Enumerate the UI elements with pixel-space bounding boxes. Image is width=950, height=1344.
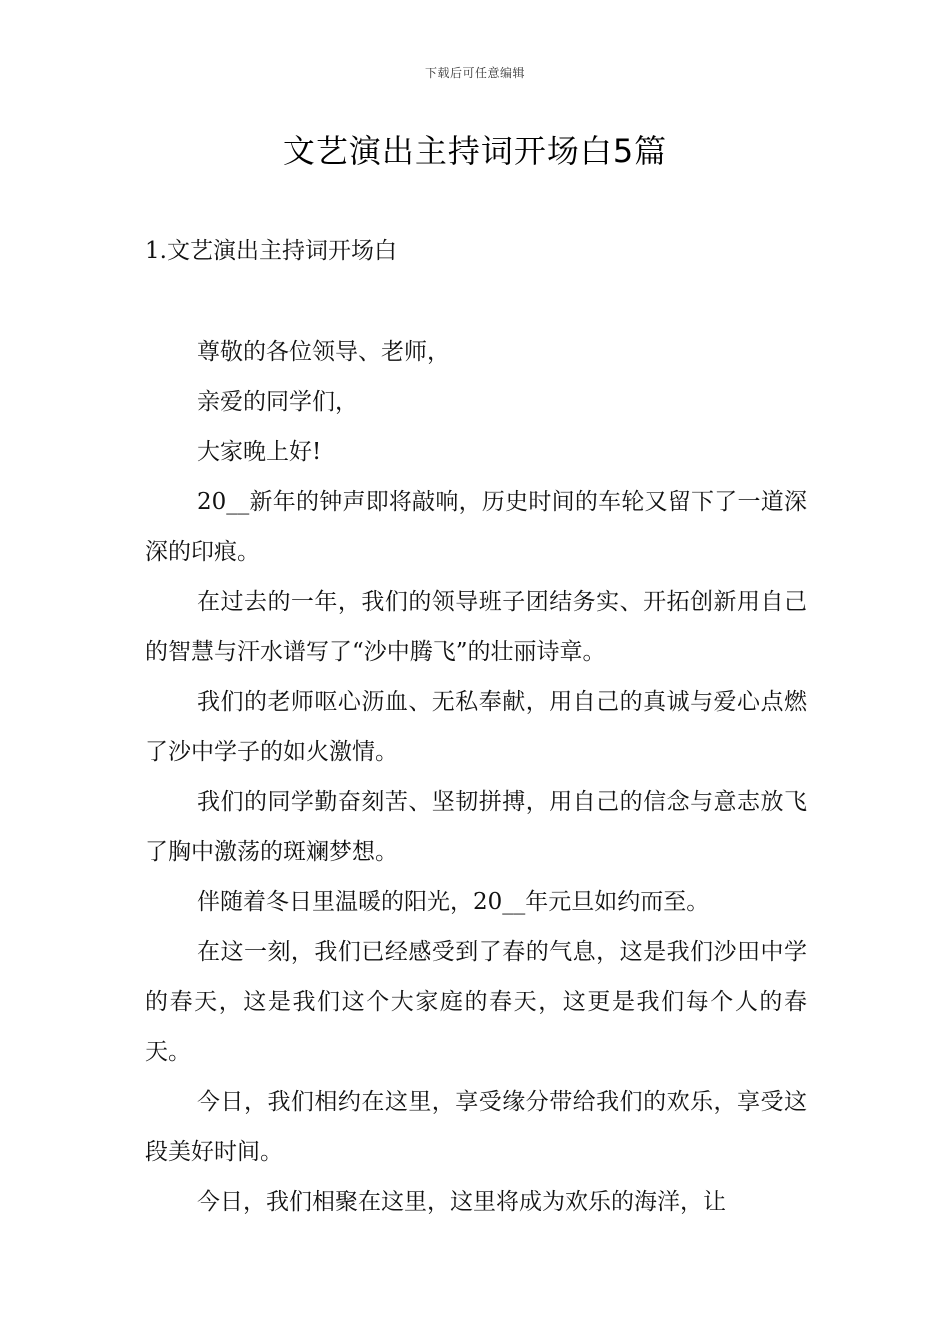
paragraph: 在过去的一年，我们的领导班子团结务实、开拓创新用自己的智慧与汗水谱写了“沙中腾飞”的壮丽诗章。: [145, 589, 807, 665]
section-heading: 1.文艺演出主持词开场白: [145, 238, 397, 264]
paragraph: 20__新年的钟声即将敲响，历史时间的车轮又留下了一道深深的印痕。: [145, 489, 807, 565]
paragraph-greeting-leaders: 尊敬的各位领导、老师，: [197, 339, 450, 365]
paragraph: 我们的同学勤奋刻苦、坚韧拼搏，用自己的信念与意志放飞了胸中激荡的斑斓梦想。: [145, 789, 807, 865]
paragraph: 在这一刻，我们已经感受到了春的气息，这是我们沙田中学的春天，这是我们这个大家庭的春天，这更是我们每个人的春天。: [145, 939, 807, 1065]
paragraph-greeting-evening: 大家晚上好!: [197, 439, 322, 465]
paragraph: 伴随着冬日里温暖的阳光，20__年元旦如约而至。: [197, 889, 710, 915]
paragraph: 今日，我们相聚在这里，这里将成为欢乐的海洋，让: [197, 1189, 726, 1215]
paragraph: 今日，我们相约在这里，享受缘分带给我们的欢乐，享受这段美好时间。: [145, 1089, 807, 1165]
paragraph-greeting-students: 亲爱的同学们，: [197, 389, 358, 415]
paragraph: 我们的老师呕心沥血、无私奉献，用自己的真诚与爱心点燃了沙中学子的如火激情。: [145, 689, 807, 765]
body-text: [145, 327, 807, 1227]
page-title: 文艺演出主持词开场白5篇: [282, 132, 668, 170]
header-note: 下载后可任意编辑: [424, 66, 525, 80]
